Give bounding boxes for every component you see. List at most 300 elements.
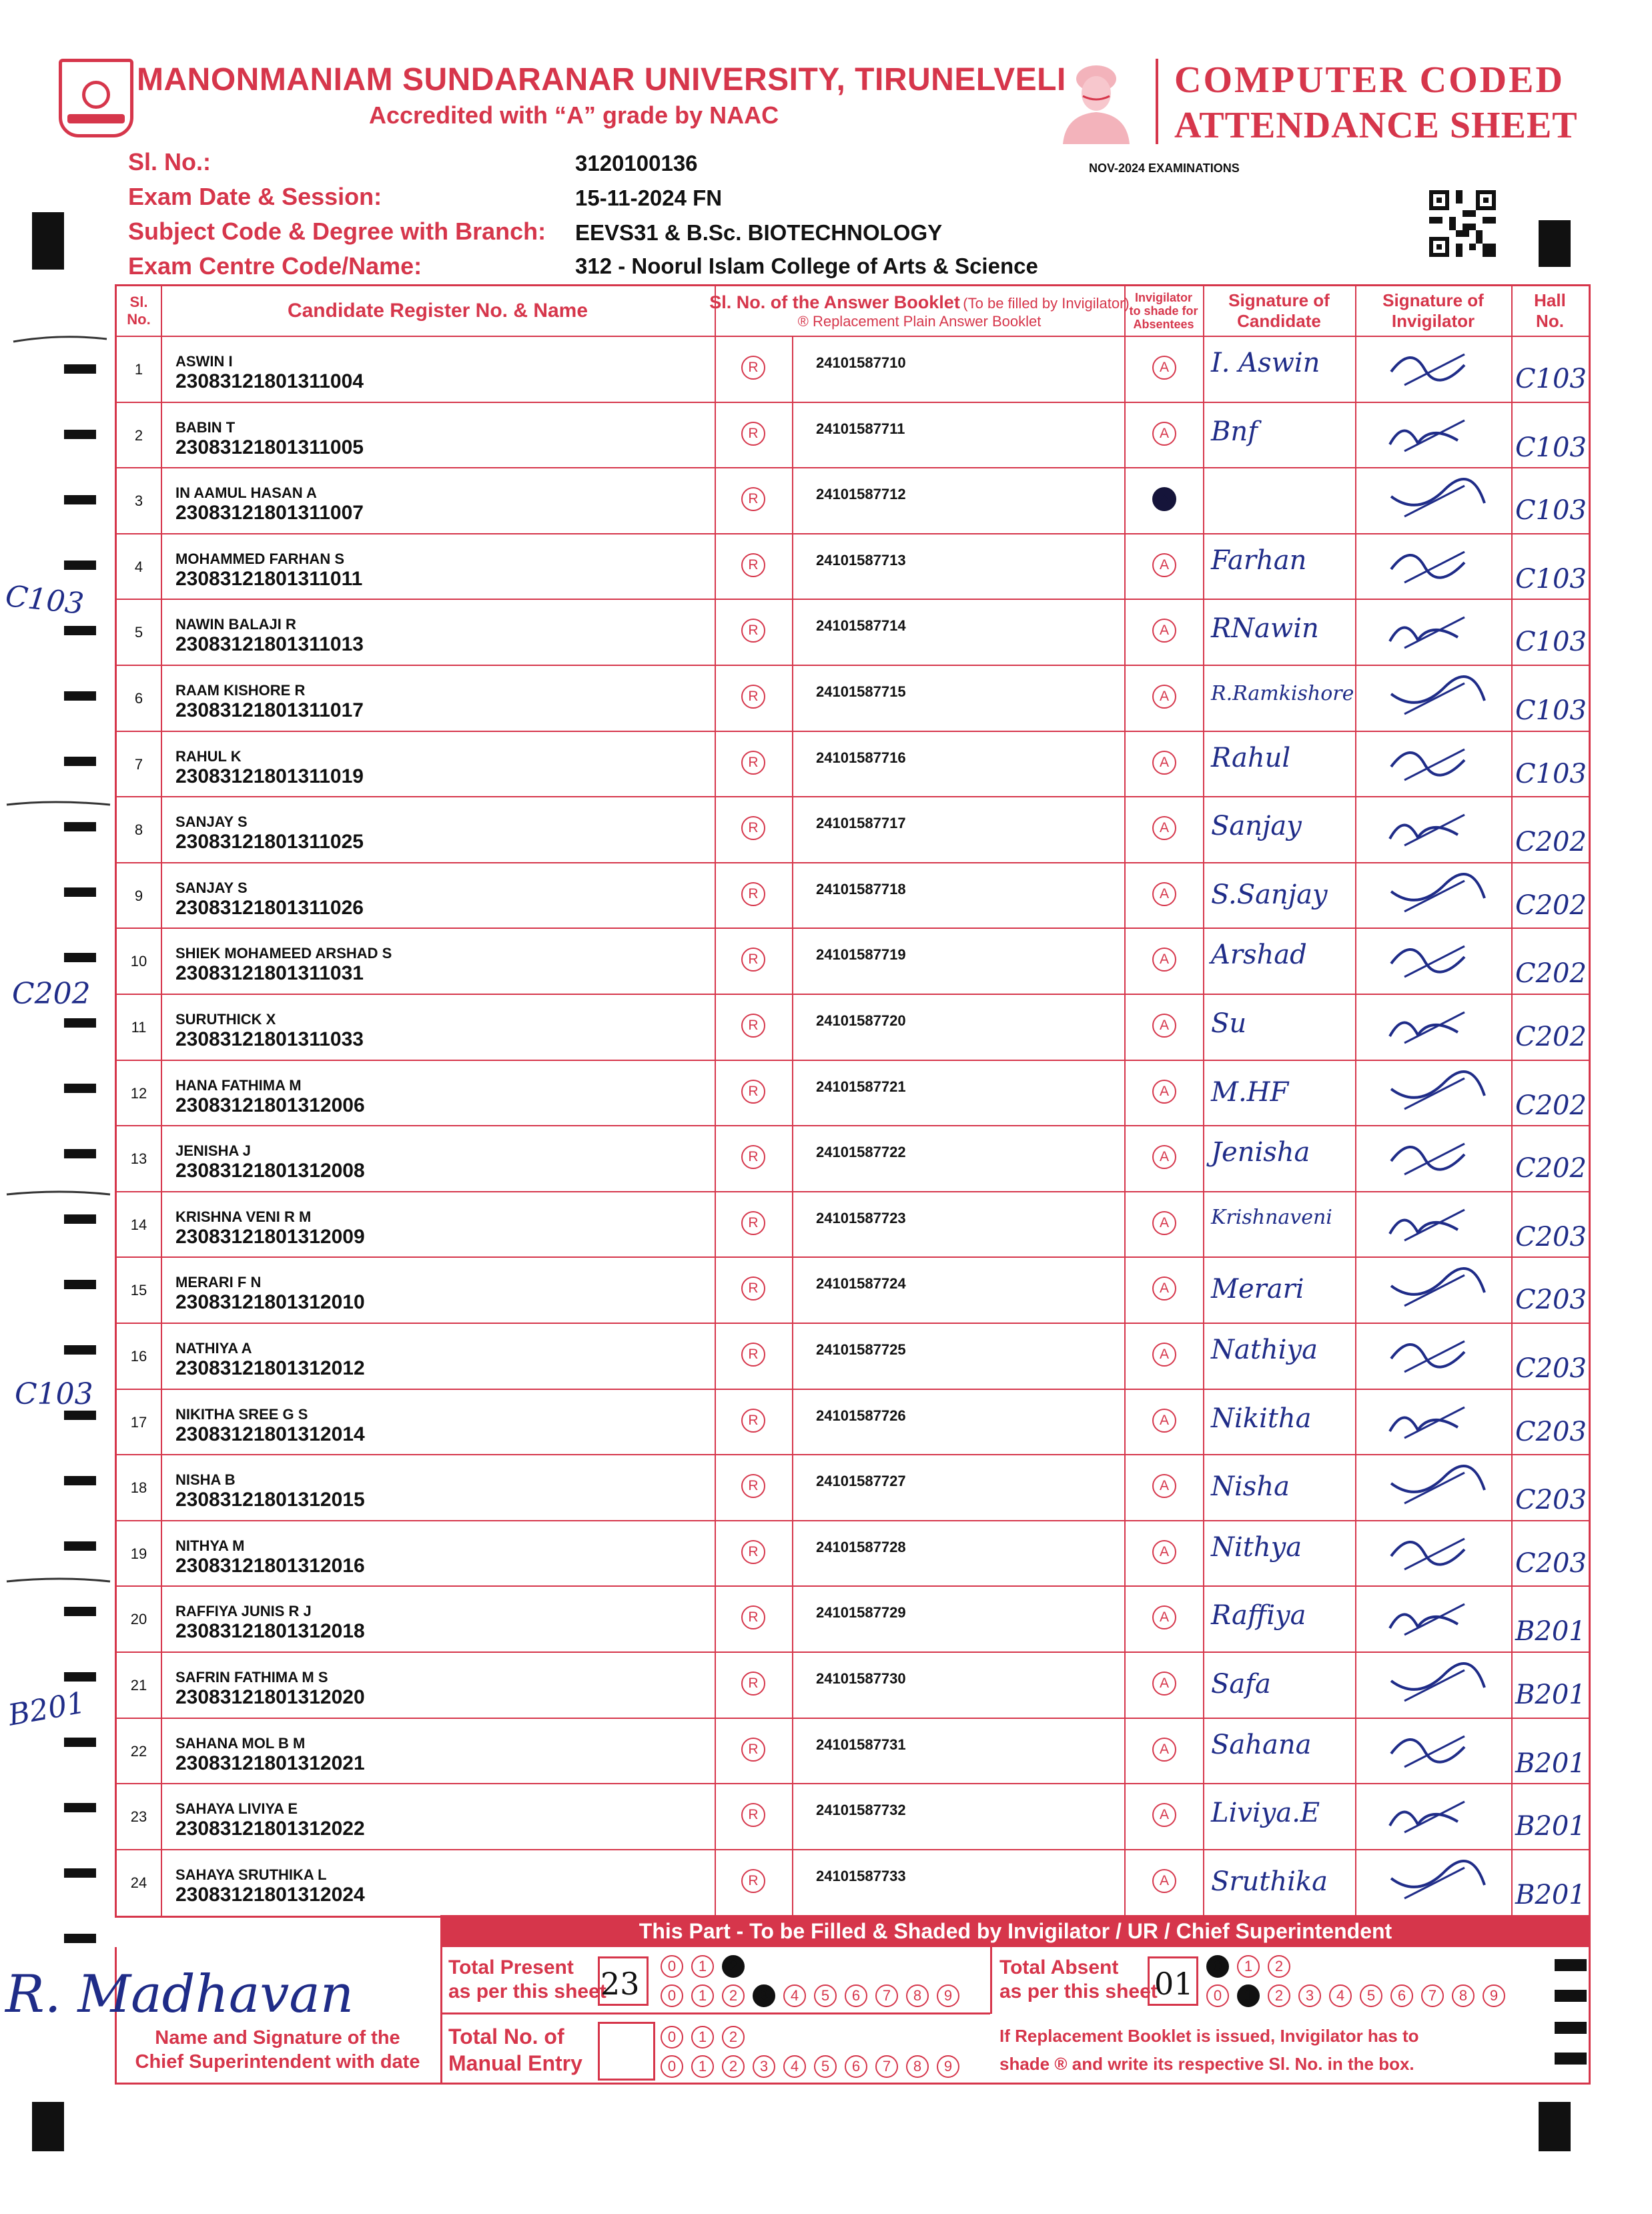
table-row bbox=[117, 1849, 1589, 1915]
candidate-name: SAHANA MOL B M bbox=[175, 1734, 306, 1752]
timing-mark bbox=[64, 1607, 96, 1616]
replacement-bubble[interactable]: R bbox=[741, 553, 765, 577]
table-row bbox=[117, 928, 1589, 994]
digit-bubble[interactable]: 6 bbox=[845, 1984, 867, 2007]
timing-mark bbox=[64, 561, 96, 570]
timing-mark bbox=[64, 1934, 96, 1943]
digit-bubble[interactable]: 0 bbox=[661, 1984, 683, 2007]
booklet-number: 24101587718 bbox=[816, 880, 906, 897]
candidate-signature: Sruthika bbox=[1211, 1866, 1328, 1897]
candidate-signature: Nithya bbox=[1211, 1531, 1302, 1563]
chief-label-2: Chief Superintendent with date bbox=[135, 2051, 420, 2073]
row-sl-no: 14 bbox=[130, 1216, 147, 1233]
absent-bubble[interactable]: A bbox=[1152, 1540, 1176, 1564]
register-number: 23083121801312010 bbox=[175, 1291, 365, 1314]
digit-bubble[interactable]: 2 bbox=[1268, 1984, 1290, 2007]
row-divider bbox=[117, 1323, 1589, 1324]
table-row bbox=[117, 862, 1589, 928]
digit-bubble[interactable]: 8 bbox=[906, 2055, 929, 2078]
header-invigilator-signature: Signature of Invigilator bbox=[1382, 290, 1484, 331]
timing-mark bbox=[64, 1738, 96, 1747]
header-absent-shade: Invigilator to shade for Absentees bbox=[1129, 291, 1198, 331]
booklet-number: 24101587719 bbox=[816, 946, 906, 964]
table-row bbox=[117, 665, 1589, 731]
replacement-bubble[interactable]: R bbox=[741, 487, 765, 511]
digit-bubble[interactable]: 3 bbox=[1298, 1984, 1321, 2007]
hall-number: B201 bbox=[1515, 1616, 1586, 1647]
replacement-bubble[interactable]: R bbox=[741, 1343, 765, 1367]
candidate-signature: I. Aswin bbox=[1211, 348, 1320, 378]
replacement-bubble[interactable]: R bbox=[741, 1014, 765, 1038]
hall-number: C103 bbox=[1515, 364, 1587, 394]
register-number: 23083121801312012 bbox=[175, 1357, 365, 1379]
row-sl-no: 3 bbox=[134, 492, 143, 510]
exam-date-value: 15-11-2024 FN bbox=[575, 186, 723, 210]
absent-bubble[interactable]: A bbox=[1152, 685, 1176, 709]
booklet-number: 24101587723 bbox=[816, 1209, 906, 1226]
row-sl-no: 11 bbox=[131, 1019, 147, 1036]
register-number: 23083121801311025 bbox=[175, 831, 364, 853]
candidate-signature: Krishnaveni bbox=[1211, 1205, 1332, 1229]
header-candidate-signature: Signature of Candidate bbox=[1228, 290, 1330, 331]
replacement-bubble[interactable]: R bbox=[741, 1080, 765, 1104]
replacement-bubble[interactable]: R bbox=[741, 1869, 765, 1893]
margin-pen-lines bbox=[0, 0, 133, 2214]
candidate-name: SURUTHICK X bbox=[175, 1011, 276, 1028]
replacement-bubble[interactable]: R bbox=[741, 1474, 765, 1498]
register-number: 23083121801312021 bbox=[175, 1752, 365, 1774]
candidate-name: NITHYA M bbox=[175, 1537, 245, 1554]
row-divider bbox=[117, 928, 1589, 929]
replacement-bubble[interactable]: R bbox=[741, 422, 765, 446]
invigilator-signature bbox=[1384, 476, 1498, 526]
margin-note: B201 bbox=[5, 1686, 88, 1733]
candidate-signature: Sahana bbox=[1211, 1729, 1312, 1760]
row-sl-no: 7 bbox=[134, 755, 143, 773]
subject-label: Subject Code & Degree with Branch: bbox=[128, 218, 546, 245]
candidate-signature: Rahul bbox=[1211, 742, 1291, 773]
header-booklet: Sl. No. of the Answer Booklet (To be filled by Invigilator) ® Replacement Plain Answer Booklet bbox=[709, 292, 1130, 330]
replacement-bubble[interactable]: R bbox=[741, 751, 765, 775]
candidate-signature: Liviya.E bbox=[1211, 1798, 1320, 1829]
present-value: 23 bbox=[600, 1966, 640, 2002]
digit-bubble[interactable]: 6 bbox=[845, 2055, 867, 2078]
row-divider bbox=[117, 665, 1589, 666]
candidate-name: RAHUL K bbox=[175, 747, 242, 765]
timing-mark bbox=[64, 1345, 96, 1355]
candidate-signature: Nisha bbox=[1211, 1471, 1290, 1503]
absent-bubble[interactable]: A bbox=[1152, 1276, 1176, 1301]
replacement-bubble[interactable]: R bbox=[741, 1803, 765, 1827]
invigilator-signature bbox=[1384, 871, 1498, 921]
register-number: 23083121801312020 bbox=[175, 1686, 365, 1708]
booklet-number: 24101587732 bbox=[816, 1802, 906, 1819]
row-sl-no: 13 bbox=[130, 1150, 147, 1168]
digit-bubble[interactable]: 7 bbox=[875, 2055, 898, 2078]
replacement-bubble[interactable]: R bbox=[741, 816, 765, 840]
digit-bubble[interactable]: 0 bbox=[661, 2055, 683, 2078]
digit-bubble[interactable]: 1 bbox=[691, 1984, 714, 2007]
hall-number: B201 bbox=[1515, 1879, 1586, 1910]
candidate-name: IN AAMUL HASAN A bbox=[175, 484, 317, 502]
booklet-number: 24101587715 bbox=[816, 683, 906, 700]
hall-number: C103 bbox=[1515, 627, 1587, 658]
absent-bubble[interactable]: A bbox=[1152, 1014, 1176, 1038]
invigilator-signature bbox=[1384, 345, 1498, 394]
hall-number: C203 bbox=[1515, 1485, 1587, 1516]
register-number: 23083121801312006 bbox=[175, 1094, 365, 1116]
digit-bubble[interactable]: 5 bbox=[814, 2055, 837, 2078]
invigilator-signature bbox=[1384, 1200, 1498, 1250]
row-divider bbox=[117, 599, 1589, 600]
invigilator-signature bbox=[1384, 1727, 1498, 1776]
exam-name: NOV-2024 EXAMINATIONS bbox=[1089, 161, 1240, 175]
absent-bubble-filled[interactable]: A bbox=[1152, 487, 1176, 511]
absent-bubble[interactable]: A bbox=[1152, 1343, 1176, 1367]
digit-bubble[interactable]: 1 bbox=[1237, 1955, 1260, 1978]
digit-bubble[interactable]: 1 bbox=[1237, 1984, 1260, 2007]
timing-mark bbox=[64, 364, 96, 374]
hall-number: C202 bbox=[1515, 889, 1587, 921]
timing-mark bbox=[64, 887, 96, 897]
digit-bubble[interactable]: 4 bbox=[783, 2055, 806, 2078]
table-row bbox=[117, 1585, 1589, 1651]
replacement-bubble[interactable]: R bbox=[741, 1409, 765, 1433]
hall-number: C103 bbox=[1515, 695, 1587, 726]
booklet-number: 24101587721 bbox=[816, 1078, 906, 1095]
digit-bubble[interactable]: 1 bbox=[691, 1955, 714, 1978]
invigilator-signature bbox=[1384, 1792, 1498, 1842]
table-row bbox=[117, 1454, 1589, 1520]
hall-number: C203 bbox=[1515, 1284, 1587, 1316]
digit-bubble[interactable]: 8 bbox=[906, 1984, 929, 2007]
booklet-number: 24101587712 bbox=[816, 486, 906, 503]
replacement-bubble[interactable]: R bbox=[741, 1738, 765, 1762]
row-sl-no: 23 bbox=[130, 1808, 147, 1826]
digit-bubble[interactable]: 5 bbox=[814, 1984, 837, 2007]
row-sl-no: 4 bbox=[134, 558, 143, 575]
chief-signature: R. Madhavan bbox=[5, 1964, 354, 2024]
candidate-name: SANJAY S bbox=[175, 879, 248, 896]
digit-bubble[interactable]: 4 bbox=[783, 1984, 806, 2007]
candidate-name: NISHA B bbox=[175, 1471, 236, 1489]
table-row bbox=[117, 1191, 1589, 1257]
founder-portrait bbox=[1056, 56, 1136, 144]
candidate-name: SANJAY S bbox=[175, 813, 248, 831]
qr-code bbox=[1429, 188, 1496, 259]
chief-label: Name and Signature of the bbox=[155, 2027, 400, 2049]
invigilator-signature bbox=[1384, 1595, 1498, 1644]
absent-bubble[interactable]: A bbox=[1152, 882, 1176, 906]
centre-label: Exam Centre Code/Name: bbox=[128, 252, 422, 280]
register-number: 23083121801312022 bbox=[175, 1818, 365, 1840]
digit-bubble[interactable]: 9 bbox=[937, 1984, 959, 2007]
absent-bubble[interactable]: A bbox=[1152, 553, 1176, 577]
margin-note: C103 bbox=[3, 579, 85, 622]
table-row bbox=[117, 1783, 1589, 1849]
register-number: 23083121801312016 bbox=[175, 1554, 365, 1577]
hall-number: C203 bbox=[1515, 1221, 1587, 1252]
invigilator-signature bbox=[1384, 1266, 1498, 1315]
row-divider bbox=[117, 731, 1589, 732]
row-sl-no: 15 bbox=[130, 1282, 147, 1299]
register-number: 23083121801312009 bbox=[175, 1225, 365, 1248]
absent-label-2: as per this sheet bbox=[999, 1980, 1158, 2002]
row-sl-no: 5 bbox=[134, 624, 143, 641]
candidate-signature: RNawin bbox=[1211, 613, 1319, 645]
register-number: 23083121801311033 bbox=[175, 1028, 364, 1050]
invigilator-signature bbox=[1384, 805, 1498, 855]
absent-bubble[interactable]: A bbox=[1152, 1738, 1176, 1762]
absent-bubble[interactable]: A bbox=[1152, 1803, 1176, 1827]
digit-bubble[interactable]: 8 bbox=[1452, 1984, 1475, 2007]
digit-bubble[interactable]: 3 bbox=[753, 2055, 775, 2078]
row-sl-no: 18 bbox=[130, 1479, 147, 1497]
row-sl-no: 9 bbox=[134, 887, 143, 904]
digit-bubble[interactable]: 2 bbox=[1268, 1955, 1290, 1978]
register-number: 23083121801312014 bbox=[175, 1423, 365, 1445]
table-row bbox=[117, 1323, 1589, 1389]
replacement-bubble[interactable]: R bbox=[741, 1672, 765, 1696]
candidate-name: KRISHNA VENI R M bbox=[175, 1208, 312, 1225]
university-name: MANONMANIAM SUNDARANAR UNIVERSITY, TIRUNELVELI bbox=[137, 62, 1066, 97]
digit-bubble[interactable]: 6 bbox=[1390, 1984, 1413, 2007]
absent-bubble[interactable]: A bbox=[1152, 1211, 1176, 1235]
row-divider bbox=[117, 1125, 1589, 1126]
register-number: 23083121801311005 bbox=[175, 436, 364, 458]
candidate-signature: Safa bbox=[1211, 1669, 1271, 1700]
digit-bubble[interactable]: 9 bbox=[937, 2055, 959, 2078]
candidate-signature: Nathiya bbox=[1211, 1335, 1318, 1365]
register-number: 23083121801311026 bbox=[175, 896, 364, 919]
accreditation-text: Accredited with “A” grade by NAAC bbox=[369, 101, 779, 129]
replacement-bubble[interactable]: R bbox=[741, 948, 765, 972]
row-sl-no: 6 bbox=[134, 690, 143, 707]
timing-mark bbox=[64, 1672, 96, 1682]
hall-number: C103 bbox=[1515, 758, 1587, 789]
digit-bubble[interactable]: 2 bbox=[722, 1984, 745, 2007]
digit-bubble[interactable]: 0 bbox=[661, 2026, 683, 2049]
digit-bubble[interactable]: 2 bbox=[722, 2026, 745, 2049]
sheet-title-line1: COMPUTER CODED bbox=[1174, 59, 1565, 101]
hall-number: C202 bbox=[1515, 958, 1587, 990]
invigilator-signature bbox=[1384, 1003, 1498, 1052]
digit-bubble[interactable]: 5 bbox=[1360, 1984, 1382, 2007]
absent-bubble[interactable]: A bbox=[1152, 816, 1176, 840]
present-label: Total Present bbox=[448, 1956, 574, 1978]
invigilator-signature bbox=[1384, 1398, 1498, 1447]
row-divider bbox=[117, 1520, 1589, 1521]
digit-bubble[interactable]: 7 bbox=[875, 1984, 898, 2007]
replacement-note: If Replacement Booklet is issued, Invigilator has to bbox=[999, 2026, 1419, 2046]
hall-number: C202 bbox=[1515, 1090, 1587, 1121]
replacement-bubble[interactable]: R bbox=[741, 685, 765, 709]
candidate-signature: M.HF bbox=[1211, 1076, 1289, 1108]
register-number: 23083121801311017 bbox=[175, 699, 364, 721]
row-divider bbox=[117, 467, 1589, 468]
candidate-name: HANA FATHIMA M bbox=[175, 1076, 302, 1094]
booklet-number: 24101587714 bbox=[816, 617, 906, 635]
digit-bubble[interactable]: 0 bbox=[1206, 1984, 1229, 2007]
hall-number: B201 bbox=[1515, 1748, 1586, 1779]
row-divider bbox=[117, 336, 1589, 337]
invigilator-signature bbox=[1384, 1661, 1498, 1710]
row-sl-no: 24 bbox=[130, 1874, 147, 1891]
booklet-number: 24101587717 bbox=[816, 815, 906, 832]
replacement-bubble[interactable]: R bbox=[741, 356, 765, 380]
hall-number: B201 bbox=[1515, 1811, 1586, 1842]
replacement-bubble[interactable]: R bbox=[741, 619, 765, 643]
timing-mark bbox=[64, 1214, 96, 1224]
absent-bubble[interactable]: A bbox=[1152, 1605, 1176, 1629]
replacement-bubble[interactable]: R bbox=[741, 1145, 765, 1169]
hall-number: C202 bbox=[1515, 1022, 1587, 1052]
booklet-number: 24101587713 bbox=[816, 551, 906, 569]
table-row bbox=[117, 796, 1589, 862]
absent-bubble[interactable]: A bbox=[1152, 1672, 1176, 1696]
header-sl-no: Sl. No. bbox=[127, 294, 151, 328]
invigilator-signature bbox=[1384, 674, 1498, 723]
table-row bbox=[117, 402, 1589, 468]
register-number: 23083121801311011 bbox=[175, 567, 363, 590]
sheet-title-line2: ATTENDANCE SHEET bbox=[1174, 105, 1578, 146]
replacement-note-2: shade ® and write its respective Sl. No. in the box. bbox=[999, 2054, 1414, 2074]
absent-bubble[interactable]: A bbox=[1152, 1145, 1176, 1169]
table-row bbox=[117, 533, 1589, 599]
candidate-signature: Bnf bbox=[1211, 416, 1258, 447]
digit-bubble[interactable]: 7 bbox=[1421, 1984, 1444, 2007]
row-sl-no: 16 bbox=[130, 1348, 147, 1365]
absent-bubble[interactable]: A bbox=[1152, 619, 1176, 643]
invigilator-signature bbox=[1384, 608, 1498, 657]
absent-bubble[interactable]: A bbox=[1152, 1869, 1176, 1893]
replacement-bubble[interactable]: R bbox=[741, 1605, 765, 1629]
candidate-signature: S.Sanjay bbox=[1211, 879, 1328, 910]
table-row bbox=[117, 1651, 1589, 1718]
invigilator-signature bbox=[1384, 1463, 1498, 1513]
row-divider bbox=[117, 1191, 1589, 1192]
digit-bubble[interactable]: 1 bbox=[691, 2055, 714, 2078]
table-row bbox=[117, 1125, 1589, 1191]
booklet-number: 24101587729 bbox=[816, 1604, 906, 1621]
absent-bubble[interactable]: A bbox=[1152, 422, 1176, 446]
digit-bubble[interactable]: 0 bbox=[1206, 1955, 1229, 1978]
row-sl-no: 22 bbox=[130, 1742, 147, 1760]
absent-bubble[interactable]: A bbox=[1152, 1080, 1176, 1104]
replacement-bubble[interactable]: R bbox=[741, 1276, 765, 1301]
digit-bubble[interactable]: 3 bbox=[753, 1984, 775, 2007]
replacement-bubble[interactable]: R bbox=[741, 1211, 765, 1235]
timing-mark bbox=[64, 1803, 96, 1812]
timing-mark bbox=[64, 1018, 96, 1028]
register-number: 23083121801311013 bbox=[175, 633, 364, 656]
timing-mark bbox=[64, 1084, 96, 1093]
table-row bbox=[117, 1718, 1589, 1784]
header-hall-no: Hall No. bbox=[1534, 290, 1566, 331]
table-row bbox=[117, 994, 1589, 1060]
row-divider bbox=[117, 1718, 1589, 1719]
candidate-signature: Sanjay bbox=[1211, 811, 1302, 842]
table-row bbox=[117, 1060, 1589, 1126]
row-sl-no: 10 bbox=[130, 953, 147, 970]
digit-bubble[interactable]: 0 bbox=[661, 1955, 683, 1978]
margin-note: C202 bbox=[12, 977, 91, 1011]
candidate-signature: Nikitha bbox=[1211, 1403, 1312, 1434]
register-number: 23083121801311007 bbox=[175, 502, 364, 524]
register-number: 23083121801311031 bbox=[175, 962, 364, 985]
header-divider bbox=[1156, 59, 1158, 144]
absent-bubble[interactable]: A bbox=[1152, 948, 1176, 972]
booklet-number: 24101587728 bbox=[816, 1538, 906, 1555]
absent-bubble[interactable]: A bbox=[1152, 1409, 1176, 1433]
candidate-name: BABIN T bbox=[175, 418, 236, 436]
exam-date-label: Exam Date & Session: bbox=[128, 183, 382, 210]
row-divider bbox=[117, 533, 1589, 534]
row-sl-no: 19 bbox=[130, 1545, 147, 1562]
hall-number: C103 bbox=[1515, 432, 1587, 463]
booklet-number: 24101587727 bbox=[816, 1473, 906, 1490]
booklet-number: 24101587731 bbox=[816, 1736, 906, 1753]
absent-bubble[interactable]: A bbox=[1152, 1474, 1176, 1498]
booklet-number: 24101587711 bbox=[816, 420, 905, 437]
candidate-signature: Farhan bbox=[1211, 544, 1307, 576]
digit-bubble[interactable]: 2 bbox=[722, 2055, 745, 2078]
register-number: 23083121801311019 bbox=[175, 765, 364, 787]
table-row bbox=[117, 467, 1589, 533]
register-number: 23083121801312018 bbox=[175, 1620, 365, 1643]
invigilator-signature bbox=[1384, 1069, 1498, 1118]
absent-value: 01 bbox=[1154, 1966, 1194, 2002]
timing-mark bbox=[64, 1476, 96, 1485]
digit-bubble[interactable]: 4 bbox=[1329, 1984, 1352, 2007]
row-divider bbox=[117, 1849, 1589, 1850]
row-sl-no: 8 bbox=[134, 821, 143, 839]
absent-bubble[interactable]: A bbox=[1152, 356, 1176, 380]
digit-bubble[interactable]: 9 bbox=[1483, 1984, 1505, 2007]
university-logo bbox=[59, 59, 133, 137]
row-divider bbox=[117, 1783, 1589, 1784]
summary-divider bbox=[440, 1947, 442, 2085]
invigilator-signature bbox=[1384, 542, 1498, 592]
attendance-table bbox=[115, 284, 1591, 1918]
row-sl-no: 1 bbox=[134, 361, 143, 378]
candidate-name: SAHAYA SRUTHIKA L bbox=[175, 1866, 327, 1883]
digit-bubble[interactable]: 2 bbox=[722, 1955, 745, 1978]
hall-number: C203 bbox=[1515, 1547, 1587, 1579]
booklet-number: 24101587733 bbox=[816, 1867, 906, 1884]
row-divider bbox=[117, 1651, 1589, 1653]
replacement-bubble[interactable]: R bbox=[741, 882, 765, 906]
summary-bar: This Part - To be Filled & Shaded by Invigilator / UR / Chief Superintendent bbox=[440, 1915, 1591, 1947]
candidate-name: RAAM KISHORE R bbox=[175, 682, 306, 699]
replacement-bubble[interactable]: R bbox=[741, 1540, 765, 1564]
booklet-number: 24101587730 bbox=[816, 1670, 906, 1687]
timing-mark bbox=[64, 495, 96, 504]
candidate-name: SAHAYA LIVIYA E bbox=[175, 1800, 298, 1818]
candidate-signature: Jenisha bbox=[1211, 1137, 1310, 1168]
summary-divider bbox=[440, 2012, 990, 2014]
booklet-number: 24101587716 bbox=[816, 749, 906, 766]
row-divider bbox=[117, 1256, 1589, 1258]
row-divider bbox=[117, 994, 1589, 995]
candidate-name: NIKITHA SREE G S bbox=[175, 1405, 308, 1423]
candidate-signature: R.Ramkishore bbox=[1211, 682, 1354, 705]
absent-bubble[interactable]: A bbox=[1152, 751, 1176, 775]
row-divider bbox=[117, 1454, 1589, 1455]
digit-bubble[interactable]: 1 bbox=[691, 2026, 714, 2049]
booklet-number: 24101587722 bbox=[816, 1144, 906, 1161]
candidate-name: SHIEK MOHAMEED ARSHAD S bbox=[175, 945, 392, 962]
